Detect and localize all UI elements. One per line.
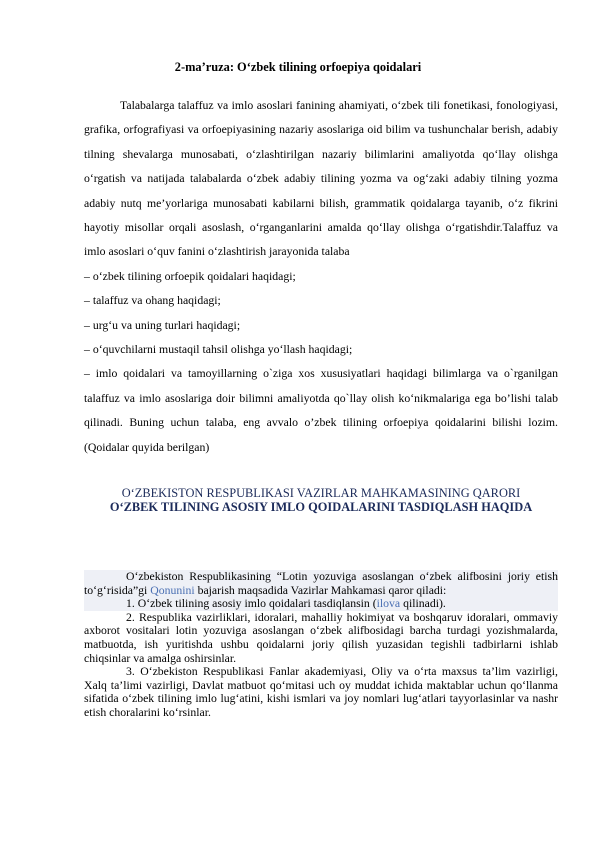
decree-heading-line1: O‘ZBEKISTON RESPUBLIKASI VAZIRLAR MAHKAMASINING QARORI <box>121 486 521 500</box>
list-item: – urg‘u va uning turlari haqidagi; <box>84 318 241 332</box>
decree-item-1 <box>84 597 558 611</box>
decree-item-3: 3. O‘zbekiston Respublikasi Fanlar akademiyasi, Oliy va o‘rta maxsus ta’lim vazirligi, Xalq ta’limi vazirligi, Davlat matbuot qo‘mitasi uch oy muddat ichida maktablar uchun qo‘llanma sifatida o‘zbek tilining imlo lug‘atini, kishi ismlari va joy nomlari lug‘atlari tayyorlasinlar va nashr etish choralarini ko‘rsinlar. <box>84 665 558 719</box>
item1-text-end: qilinadi). <box>400 597 446 611</box>
closing-paragraph: – imlo qoidalari va tamoyillarning o`ziga xos xususiyatlari haqidagi bilimlarga va o`rganilgan talaffuz va imlo asoslariga doir bilimni amaliyotda qo`llay olish ko‘nikmalariga ega bo’lishi talab qilinadi. Buning uchun talaba, eng avvalo o’zbek tilining orfoepiya qoidalarini bilishi lozim. (Qoidalar quyida berilgan) <box>84 367 558 454</box>
preamble-text-end: bajarish maqsadida Vazirlar Mahkamasi qaror qiladi: <box>194 583 447 597</box>
decree-heading <box>84 486 558 515</box>
law-link[interactable]: Qonunini <box>150 583 195 597</box>
appendix-link[interactable]: ilova <box>376 597 401 611</box>
decree-item-2: 2. Respublika vazirliklari, idoralari, mahalliy hokimiyat va boshqaruv idoralari, ommaviy axborot vositalari lotin yozuviga asoslangan o‘zbek alifbosidagi barcha turdagi yozishmalarda, matbuotda, ish yuritishda ushbu qoidalarni joriy qilish yuzasidan tegishli tadbirlarni ishlab chiqsinlar va amalga oshirsinlar. <box>84 610 558 665</box>
list-item: – talaffuz va ohang haqidagi; <box>84 294 221 308</box>
item1-text: 1. O‘zbek tilining asosiy imlo qoidalari tasdiqlansin ( <box>126 597 377 611</box>
lecture-title: 2-ma’ruza: O‘zbek tilining orfoepiya qoidalari <box>174 60 422 74</box>
preamble-text: O‘zbekiston Respublikasining “Lotin yozuviga asoslangan o‘zbek alifbosini joriy etish to‘g‘risida”gi <box>84 570 558 597</box>
list-item: – o‘zbek tilining orfoepik qoidalari haqidagi; <box>84 269 296 283</box>
list-item: – o‘quvchilarni mustaqil tahsil olishga yo‘llash haqidagi; <box>84 343 353 357</box>
decree-body <box>84 570 558 720</box>
intro-section <box>84 94 558 460</box>
intro-paragraph: Talabalarga talaffuz va imlo asoslari fanining ahamiyati, o‘zbek tili fonetikasi, fonologiyasi, grafika, orfografiyasi va orfoepiyasining nazariy asoslariga oid bilim va tushunchalar berish, adabiy tilning shevalarga munosabati, o‘zlashtirilgan nazariy bilimlarini amaliyotda qo‘llay olishga o‘rgatish va natijada talabalarda o‘zbek adabiy tilining yozma va og‘zaki adabiy tilning yozma adabiy nutq me’yorlariga munosabati kabilarni bilish, grammatik qoidalarga tayanib, o‘z fikrini hayotiy misollar orqali asoslash, o‘rganganlarini amalda qo‘llay olishga o‘rgatishdir.Talaffuz va imlo asoslari o‘quv fanini o‘zlashtirish jarayonida talaba <box>84 99 558 259</box>
decree-heading-line2: O‘ZBEK TILINING ASOSIY IMLO QOIDALARINI TASDIQLASH HAQIDA <box>109 500 533 515</box>
decree-preamble <box>84 570 558 597</box>
